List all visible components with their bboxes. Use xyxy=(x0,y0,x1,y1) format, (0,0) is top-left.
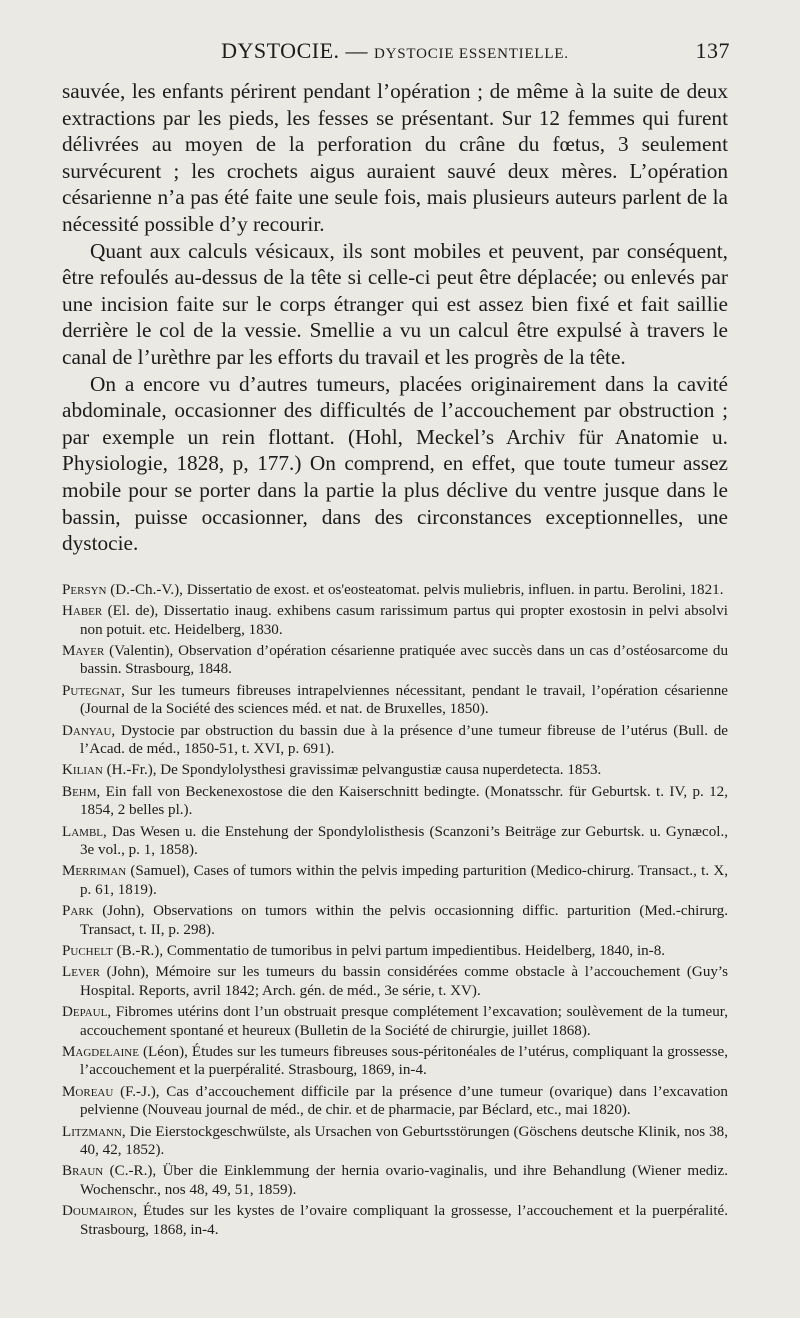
reference-text: (Samuel), Cases of tumors within the pelvis impeding parturition (Medico-chirurg. Transact., t. X, p. 61, 1819). xyxy=(80,863,728,898)
reference-text: Études sur les kystes de l’ovaire compliquant la grossesse, l’accouchement et la puerpéralité. Strasbourg, 1868, in-4. xyxy=(80,1203,728,1238)
reference-text: (B.-R.), Commentatio de tumoribus in pelvi partum impedientibus. Heidelberg, 1840, in-8. xyxy=(116,943,666,959)
reference-entry xyxy=(62,1202,728,1239)
chapter-title: DYSTOCIE. xyxy=(221,38,340,63)
reference-entry xyxy=(62,942,728,960)
reference-text: Die Eierstockgeschwülste, als Ursachen von Geburtsstörungen (Göschens deutsche Klinik, nos 38, 40, 42, 1852). xyxy=(80,1123,728,1159)
reference-text: (John), Observations on tumors within the pelvis occasionning diffic. parturition (Med.-chirurg. Transact, t. II, p. 298). xyxy=(80,903,728,938)
bibliography xyxy=(62,581,728,1239)
reference-entry xyxy=(62,1083,728,1120)
reference-text: (C.-R.), Über die Einklemmung der hernia ovario-vaginalis, und ihre Behandlung (Wiener mediz. Wochenschr., nos 48, 49, 51, 1859). xyxy=(80,1163,728,1198)
paragraph: On a encore vu d’autres tumeurs, placées originairement dans la cavité abdominale, occasionner des difficultés de l’accouchement par obstruction ; par exemple un rein flottant. (Hohl, Meckel’s Archiv für Anatomie u. Physiologie, 1828, p, 177.) On comprend, en effet, que toute tumeur assez mobile pour se porter dans la partie la plus déclive du ventre jusque dans le bassin, puisse occasionner, dans des circonstances exceptionnelles, une dystocie. xyxy=(62,371,728,556)
reference-text: Ein fall von Beckenexostose die den Kaiserschnitt bedingte. (Monatsschr. für Geburtsk. t. IV, p. 12, 1854, 2 belles pl.). xyxy=(80,783,728,819)
reference-author: Haber xyxy=(62,603,103,620)
reference-entry xyxy=(62,902,728,939)
reference-text: (John), Mémoire sur les tumeurs du bassin considérées comme obstacle à l’accouchement (Guy’s Hospital. Reports, avril 1842; Arch. gén. de méd., 3e série, t. XV). xyxy=(80,964,728,999)
reference-text: (D.-Ch.-V.), Dissertatio de exost. et os'eosteatomat. pelvis muliebris, influen. in partu. Berolini, 1821. xyxy=(110,581,724,598)
reference-author: Lever xyxy=(62,964,100,981)
reference-entry xyxy=(62,963,728,1000)
reference-entry xyxy=(62,722,728,759)
reference-author: Doumairon, xyxy=(62,1203,138,1220)
reference-author: Magdelaine xyxy=(62,1044,139,1061)
reference-author: Puchelt xyxy=(62,943,113,959)
reference-author: Lambl, xyxy=(62,823,107,840)
header-separator: — xyxy=(345,38,369,63)
reference-author: Danyau, xyxy=(62,722,116,739)
reference-author: Putegnat, xyxy=(62,682,125,699)
reference-text: (Léon), Études sur les tumeurs fibreuses sous-péritonéales de l’utérus, compliquant la grossesse, l’accouchement et la puerpéralité. Strasbourg, 1869, in-4. xyxy=(80,1044,728,1079)
reference-author: Braun xyxy=(62,1163,104,1180)
reference-entry xyxy=(62,581,728,599)
reference-author: Behm, xyxy=(62,783,101,800)
section-title: DYSTOCIE ESSENTIELLE. xyxy=(374,46,569,62)
reference-author: Moreau xyxy=(62,1083,114,1100)
reference-author: Mayer xyxy=(62,642,105,659)
reference-text: Dystocie par obstruction du bassin due à la présence d’une tumeur fibreuse de l’utérus (Bull. de l’Acad. de méd., 1850-51, t. XVI, p. 691). xyxy=(80,722,728,757)
reference-entry xyxy=(62,823,728,860)
reference-text: Fibromes utérins dont l’un obstruait presque complétement l’excavation; soulèvement de la tumeur, accouchement spontané et heureux (Bulletin de la Société de chirurgie, juillet 1868). xyxy=(80,1004,728,1039)
reference-text: Sur les tumeurs fibreuses intrapelviennes nécessitant, pendant le travail, l’opération césarienne (Journal de la Société des sciences méd. et nat. de Bruxelles, 1850). xyxy=(80,682,728,718)
reference-entry xyxy=(62,1003,728,1040)
reference-author: Kilian xyxy=(62,762,103,779)
page-number: 137 xyxy=(695,38,730,63)
reference-author: Persyn xyxy=(62,581,107,598)
reference-text: (H.-Fr.), De Spondylolysthesi gravissimæ pelvangustiæ causa nuperdetecta. 1853. xyxy=(106,762,602,779)
running-head xyxy=(62,38,728,78)
body-text xyxy=(62,78,728,557)
reference-text: (El. de), Dissertatio inaug. exhibens casum rarissimum partus qui propter exostosin in pelvi absolvi non potuit. etc. Heidelberg, 1830. xyxy=(80,603,728,638)
reference-author: Park xyxy=(62,903,94,920)
reference-entry xyxy=(62,783,728,820)
reference-entry xyxy=(62,862,728,899)
reference-entry xyxy=(62,682,728,719)
reference-entry xyxy=(62,642,728,679)
reference-author: Depaul, xyxy=(62,1004,112,1021)
reference-entry xyxy=(62,1162,728,1199)
reference-entry xyxy=(62,602,728,639)
reference-text: (F.-J.), Cas d’accouchement difficile par la présence d’une tumeur (ovarique) dans l’excavation pelvienne (Nouveau journal de méd., de chir. et de pharmacie, par Béclard, etc., mai 1820). xyxy=(80,1083,728,1119)
reference-entry xyxy=(62,1123,728,1160)
reference-text: Das Wesen u. die Enstehung der Spondylolisthesis (Scanzoni’s Beiträge zur Geburtsk. u. Gynæcol., 3e vol., p. 1, 1858). xyxy=(80,823,728,858)
paragraph: sauvée, les enfants périrent pendant l’opération ; de même à la suite de deux extractions par les pieds, les fesses se présentant. Sur 12 femmes qui furent délivrées au moyen de la perforation du crâne du fœtus, 3 seulement survécurent ; les crochets aigus auraient sauvé deux mères. L’opération césarienne n’a pas été faite une seule fois, mais plusieurs auteurs parlent de la nécessité possible d’y recourir. xyxy=(62,79,728,236)
reference-entry xyxy=(62,761,728,779)
reference-text: (Valentin), Observation d’opération césarienne pratiquée avec succès dans un cas d’ostéosarcome du bassin. Strasbourg, 1848. xyxy=(80,642,728,678)
reference-author: Merriman xyxy=(62,863,127,880)
reference-author: Litzmann, xyxy=(62,1123,126,1140)
paragraph: Quant aux calculs vésicaux, ils sont mobiles et peuvent, par conséquent, être refoulés au-dessus de la tête si celle-ci peut être déplacée; ou enlevés par une incision faite sur le corps étranger qui est assez bien fixé et fait saillie derrière le col de la vessie. Smellie a vu un calcul être expulsé à travers le canal de l’urèthre par les efforts du travail et les progrès de la tête. xyxy=(62,238,728,369)
reference-entry xyxy=(62,1043,728,1080)
